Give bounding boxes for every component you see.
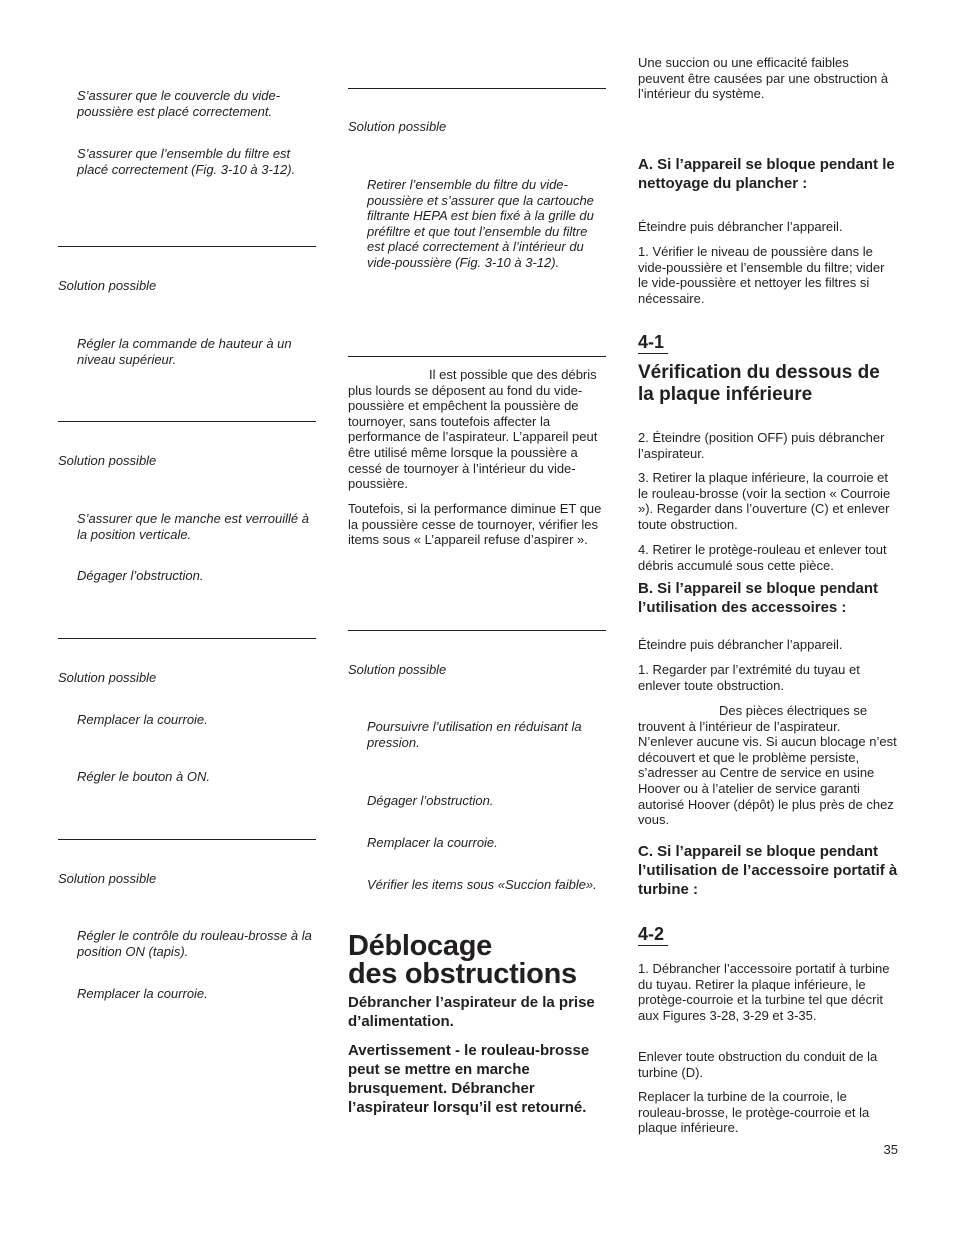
subheading-b: B. Si l’appareil se bloque pendant l’utilisation des accessoires :	[638, 580, 879, 616]
col1-text-4: S’assurer que le manche est verrouillé à la position verticale.	[77, 511, 309, 542]
col3-text-7: Éteindre puis débrancher l’appareil.	[638, 637, 843, 652]
col2-text-4: Poursuivre l’utilisation en réduisant la pression.	[367, 719, 582, 750]
divider	[348, 88, 606, 89]
col1-solution-label-4: Solution possible	[58, 871, 157, 886]
col1-text-2: S’assurer que l’ensemble du filtre est placé correctement (Fig. 3-10 à 3-12).	[77, 146, 296, 177]
page-number: 35	[883, 1142, 898, 1157]
warning-text: Avertissement - le rouleau-brosse peut se mettre en marche brusquement. Débrancher l’aspirateur lorsqu’il est retourné.	[348, 1042, 590, 1116]
col3-text-2: Éteindre puis débrancher l’appareil.	[638, 219, 843, 234]
divider	[348, 356, 606, 357]
col2-text-2: Il est possible que des débris plus lourds se déposent au fond du vide-poussière et empêchent la poussière de tournoyer, sans toutefois affecter la performance de l’aspirateur. L’appareil peut être utilisé même lorsque la poussière a cessé de tournoyer à l’intérieur du vide-poussière.	[348, 367, 598, 492]
col2-text-3: Toutefois, si la performance diminue ET que la poussière cesse de tournoyer, vérifier les items sous « L’appareil refuse d’aspirer ».	[348, 501, 602, 548]
col3-text-10: 1. Débrancher l’accessoire portatif à turbine du tuyau. Retirer la plaque inférieure, le protège-courroie et la turbine tel que décrit aux Figures 3-28, 3-29 et 3-35.	[638, 961, 890, 1023]
col1-text-8: Régler le contrôle du rouleau-brosse à la position ON (tapis).	[77, 928, 312, 959]
col2-text-1: Retirer l’ensemble du filtre du vide-poussière et s’assurer que la cartouche filtrante HEPA est bien fixé à la grille du préfiltre et que tout l’ensemble du filtre est placé correctement à l’intérieur du vide-poussière (Fig. 3-10 à 3-12).	[367, 177, 594, 270]
col1-solution-label-2: Solution possible	[58, 453, 157, 468]
divider	[58, 638, 316, 639]
section-heading-verification: Vérification du dessous de la plaque inférieure	[638, 362, 880, 405]
col2-text-7: Vérifier les items sous «Succion faible».	[367, 877, 597, 892]
subheading-c: C. Si l’appareil se bloque pendant l’utilisation de l’accessoire portatif à turbine :	[638, 843, 898, 898]
col1-text-9: Remplacer la courroie.	[77, 986, 208, 1001]
unplug-instruction: Débrancher l’aspirateur de la prise d’alimentation.	[348, 994, 595, 1030]
col1-solution-label-3: Solution possible	[58, 670, 157, 685]
section-title	[348, 932, 618, 988]
col3-text-6: 4. Retirer le protège-rouleau et enlever tout débris accumulé sous cette pièce.	[638, 542, 887, 573]
col1-solution-label-1: Solution possible	[58, 278, 157, 293]
section-number-underline	[638, 353, 668, 354]
col1-text-6: Remplacer la courroie.	[77, 712, 208, 727]
col3-text-11: Enlever toute obstruction du conduit de la turbine (D).	[638, 1049, 878, 1080]
divider	[58, 246, 316, 247]
col3-text-9: Des pièces électriques se trouvent à l’intérieur de l’aspirateur. N’enlever aucune vis. Si aucun blocage n’est découvert et que le problème persiste, s’adresser au Centre de service en usine Hoover ou à l’atelier de service garanti autorisé Hoover (dépôt) le plus près de chez vous.	[638, 703, 897, 828]
col3-text-12: Replacer la turbine de la courroie, le rouleau-brosse, le protège-courroie et la plaque inférieure.	[638, 1089, 870, 1136]
col2-solution-label-2: Solution possible	[348, 662, 447, 677]
divider	[58, 421, 316, 422]
col2-text-5: Dégager l’obstruction.	[367, 793, 494, 808]
col3-text-8: 1. Regarder par l’extrémité du tuyau et enlever toute obstruction.	[638, 662, 860, 693]
col3-text-5: 3. Retirer la plaque inférieure, la courroie et le rouleau-brosse (voir la section « Courroie »). Regarder dans l’ouverture (C) et enlever toute obstruction.	[638, 470, 891, 532]
divider	[58, 839, 316, 840]
section-title-line-2: des obstructions	[348, 958, 577, 990]
col1-text-3: Régler la commande de hauteur à un niveau supérieur.	[77, 336, 292, 367]
col1-text-1: S’assurer que le couvercle du vide-poussière est placé correctement.	[77, 88, 281, 119]
subheading-a: A. Si l’appareil se bloque pendant le nettoyage du plancher :	[638, 156, 895, 192]
section-number-4-1: 4-1	[638, 332, 665, 352]
col1-text-5: Dégager l’obstruction.	[77, 568, 204, 583]
col3-text-1: Une succion ou une efficacité faibles peuvent être causées par une obstruction à l’intérieur du système.	[638, 55, 889, 102]
col3-text-4: 2. Éteindre (position OFF) puis débrancher l’aspirateur.	[638, 430, 885, 461]
col2-solution-label-1: Solution possible	[348, 119, 447, 134]
col1-text-7: Régler le bouton à ON.	[77, 769, 210, 784]
col2-text-6: Remplacer la courroie.	[367, 835, 498, 850]
section-title-line-1: Déblocage	[348, 930, 492, 962]
divider	[348, 630, 606, 631]
section-number-4-2: 4-2	[638, 924, 665, 944]
col3-text-3: 1. Vérifier le niveau de poussière dans le vide-poussière et l’ensemble du filtre; vider le vide-poussière et nettoyer les filtres si nécessaire.	[638, 244, 885, 306]
section-number-underline	[638, 945, 668, 946]
